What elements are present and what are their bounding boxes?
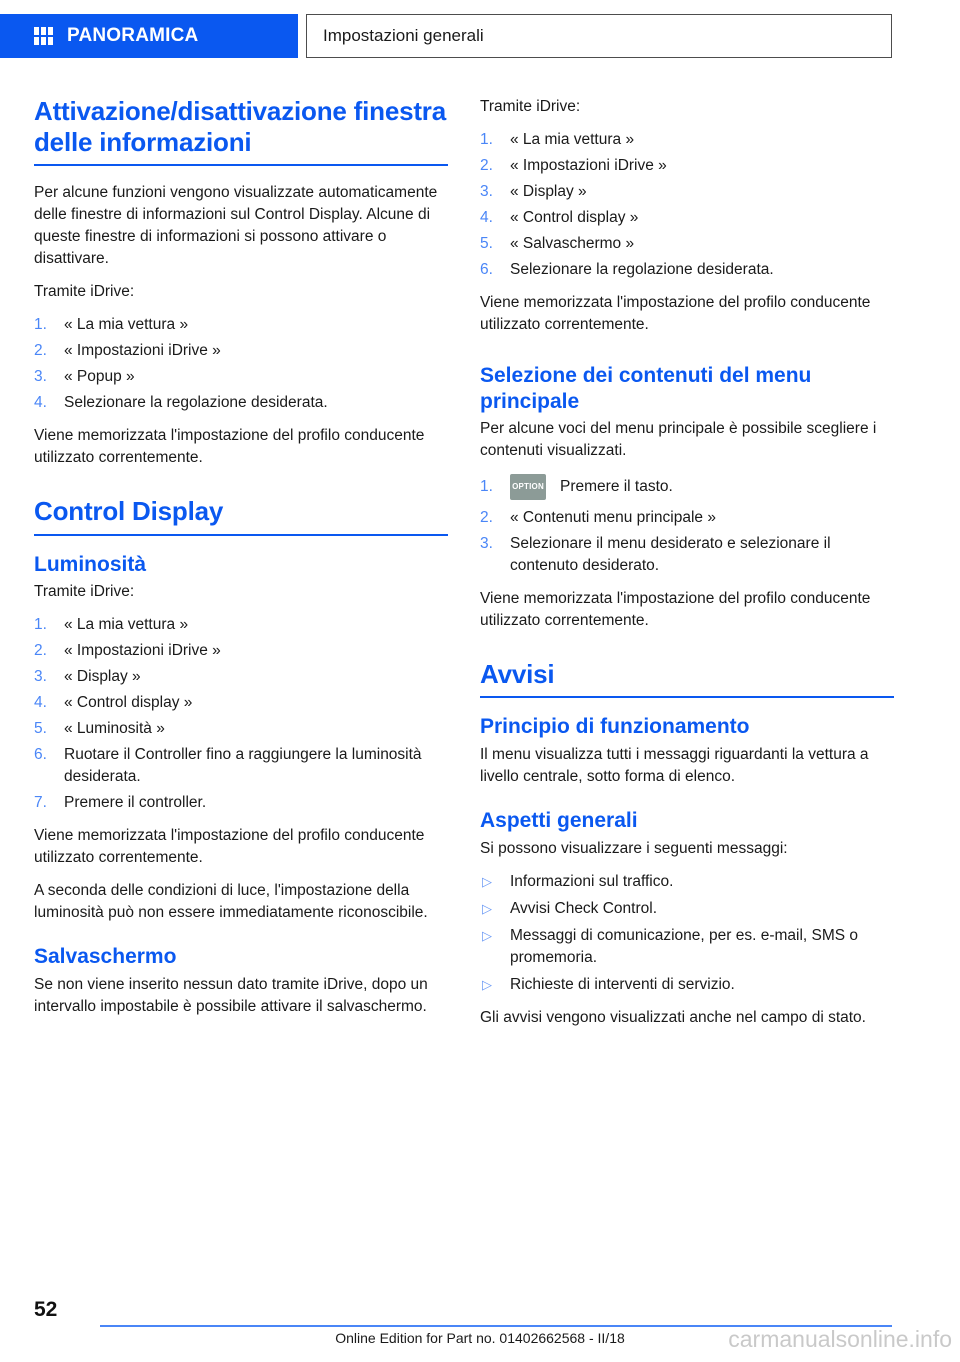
- list-item: [480, 533, 894, 577]
- watermark: carmanualsonline.info: [728, 1326, 952, 1352]
- chapter-title-rule: [34, 164, 448, 166]
- principle-text: Il menu visualizza tutti i messaggi riguardanti la vettura a livello centrale, sotto forma di elenco.: [480, 746, 869, 786]
- option-button-icon: [510, 474, 546, 500]
- step-number: 4.: [34, 694, 47, 712]
- list-item: [480, 898, 894, 920]
- step-text: Selezionare la regolazione desiderata.: [510, 261, 774, 278]
- list-item: [480, 925, 894, 969]
- step-number: 2.: [34, 342, 47, 360]
- popup-idrive-lead: Tramite iDrive:: [34, 283, 135, 301]
- step-number: 4.: [480, 209, 493, 226]
- step-text: « Control display »: [64, 694, 193, 712]
- step-number: 6.: [34, 746, 47, 764]
- brightness-note-2: A seconda delle condizioni di luce, l'impostazione della luminosità può non essere immediatamente riconoscibile.: [34, 882, 428, 922]
- brightness-idrive-lead: Tramite iDrive:: [34, 583, 135, 601]
- tab-impostazioni-generali-label: Impostazioni generali: [323, 26, 484, 45]
- step-text: « La mia vettura »: [510, 131, 635, 148]
- list-item: [480, 259, 894, 281]
- principle-title: Principio di funzionamento: [480, 715, 750, 739]
- list-item: [34, 792, 448, 814]
- tab-panoramica-label: PANORAMICA: [67, 25, 199, 46]
- triangle-bullet-icon: ▷: [482, 873, 492, 889]
- edition-note: Online Edition for Part no. 01402662568 - II/18: [335, 1330, 625, 1346]
- popup-note: Viene memorizzata l'impostazione del profilo conducente utilizzato correntemente.: [34, 427, 425, 467]
- list-item: [480, 155, 894, 177]
- control-display-title: Control Display: [34, 496, 224, 527]
- intro-paragraph: Per alcune funzioni vengono visualizzate automaticamente delle finestre di informazioni sul Control Display. Alcune di queste finestre di informazioni si possono attivare o disattivare.: [34, 184, 438, 268]
- tab-panoramica[interactable]: [0, 14, 298, 58]
- triangle-bullet-icon: ▷: [482, 927, 492, 943]
- step-text: « La mia vettura »: [64, 616, 189, 634]
- general-lead: Si possono visualizzare i seguenti messaggi:: [480, 839, 788, 857]
- step-text: Premere il controller.: [64, 794, 207, 812]
- list-item: [480, 507, 894, 529]
- step-number: 2.: [480, 157, 493, 174]
- right-column: [480, 96, 894, 1029]
- triangle-bullet-icon: ▷: [482, 976, 492, 992]
- grid-icon: [34, 27, 53, 46]
- step-text: « Display »: [510, 183, 587, 200]
- menu-contents-title: Selezione dei contenuti del menu principale: [480, 364, 812, 413]
- step-text: « Salvaschermo »: [510, 235, 635, 252]
- step-number: 3.: [480, 183, 493, 200]
- general-title: Aspetti generali: [480, 809, 638, 833]
- step-text: « Display »: [64, 668, 141, 686]
- page-footer: [0, 1290, 960, 1362]
- list-item: [34, 614, 448, 636]
- step-text: « Impostazioni iDrive »: [510, 157, 667, 174]
- triangle-bullet-icon: ▷: [482, 900, 492, 916]
- step-number: 1.: [480, 131, 493, 148]
- menu-step-option-key: [480, 473, 894, 501]
- step-number: 3.: [34, 668, 47, 686]
- control-display-rule: [34, 534, 448, 536]
- step-number: 5.: [480, 235, 493, 252]
- list-item: [34, 314, 448, 336]
- step-text: Premere il tasto.: [560, 478, 673, 496]
- spacer: [34, 480, 448, 496]
- spacer: [34, 935, 448, 944]
- list-item: [34, 392, 448, 414]
- list-item: [480, 181, 894, 203]
- brightness-title: Luminosità: [34, 552, 147, 576]
- brightness-steps-list: [34, 614, 448, 814]
- menu-contents-steps-list: [480, 507, 894, 577]
- step-text: Selezionare la regolazione desiderata.: [64, 394, 328, 412]
- list-item: [34, 640, 448, 662]
- step-text: « Popup »: [64, 368, 135, 386]
- list-item: [34, 692, 448, 714]
- chapter-title: Attivazione/disattivazione finestra delle informazioni: [34, 96, 446, 158]
- step-number: 6.: [480, 261, 493, 278]
- step-number: 1.: [34, 616, 47, 634]
- screensaver-text: Se non viene inserito nessun dato tramite iDrive, dopo un intervallo impostabile è possibile attivare il salvaschermo.: [34, 975, 428, 1015]
- bullet-text: Informazioni sul traffico.: [510, 872, 674, 890]
- screensaver-idrive-lead: Tramite iDrive:: [480, 98, 581, 115]
- step-number: 1.: [34, 316, 47, 334]
- tab-impostazioni-generali[interactable]: [306, 14, 892, 58]
- screensaver-title: Salvaschermo: [34, 945, 177, 969]
- list-item: [480, 129, 894, 151]
- step-number: 5.: [34, 720, 47, 738]
- general-note: Gli avvisi vengono visualizzati anche nel campo di stato.: [480, 1008, 866, 1026]
- list-item: [34, 366, 448, 388]
- list-item: [34, 340, 448, 362]
- option-button-label: OPTION: [512, 482, 544, 492]
- step-text: « Impostazioni iDrive »: [64, 342, 221, 360]
- menu-contents-text: Per alcune voci del menu principale è possibile scegliere i contenuti visualizzati.: [480, 420, 877, 460]
- list-item: [34, 744, 448, 788]
- spacer: [480, 347, 894, 363]
- general-bullets-list: [480, 871, 894, 996]
- step-text: « Impostazioni iDrive »: [64, 642, 221, 660]
- step-text: « Contenuti menu principale »: [510, 509, 716, 527]
- page-number: 52: [34, 1298, 58, 1321]
- bullet-text: Richieste di interventi di servizio.: [510, 975, 735, 993]
- step-number: 2.: [480, 509, 493, 527]
- left-column: [34, 96, 448, 1018]
- list-item: [34, 666, 448, 688]
- brightness-note: Viene memorizzata l'impostazione del profilo conducente utilizzato correntemente.: [34, 827, 425, 867]
- step-number: 7.: [34, 794, 47, 812]
- step-text: « Control display »: [510, 209, 639, 226]
- list-item: [34, 718, 448, 740]
- menu-contents-note: Viene memorizzata l'impostazione del profilo conducente utilizzato correntemente.: [480, 590, 871, 630]
- step-number: 3.: [34, 368, 47, 386]
- screensaver-note: Viene memorizzata l'impostazione del profilo conducente utilizzato correntemente.: [480, 294, 871, 333]
- step-text: Ruotare il Controller fino a raggiungere la luminosità desiderata.: [64, 746, 422, 786]
- screensaver-steps-list: [480, 129, 894, 281]
- step-text: Selezionare il menu desiderato e selezionare il contenuto desiderato.: [510, 535, 831, 575]
- step-text: « Luminosità »: [64, 720, 165, 738]
- bullet-text: Messaggi di comunicazione, per es. e-mail, SMS o promemoria.: [510, 926, 859, 966]
- spacer: [480, 643, 894, 659]
- spacer: [480, 799, 894, 808]
- bullet-text: Avvisi Check Control.: [510, 899, 658, 917]
- list-item: [480, 207, 894, 229]
- list-item: [480, 871, 894, 893]
- warnings-title: Avvisi: [480, 659, 555, 690]
- page-header: [0, 14, 960, 58]
- step-text: « La mia vettura »: [64, 316, 189, 334]
- list-item: [480, 233, 894, 255]
- step-number: 1.: [480, 478, 493, 496]
- list-item: [480, 974, 894, 996]
- step-number: 2.: [34, 642, 47, 660]
- popup-steps-list: [34, 314, 448, 414]
- step-number: 4.: [34, 394, 47, 412]
- step-number: 3.: [480, 535, 493, 553]
- warnings-rule: [480, 696, 894, 698]
